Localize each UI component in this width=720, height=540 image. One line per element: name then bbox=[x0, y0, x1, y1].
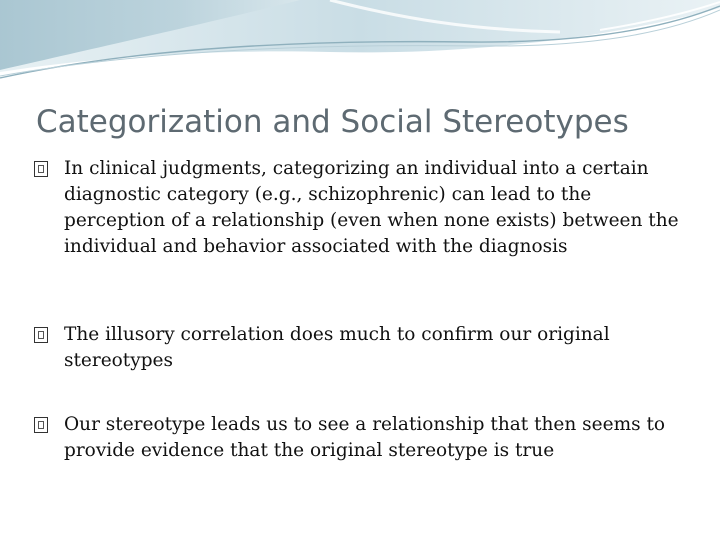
bullet-text: Our stereotype leads us to see a relationship that then seems to provide evidence that the original stereotype is true bbox=[64, 414, 666, 461]
header-wave-decoration bbox=[0, 0, 720, 90]
bullet-text: In clinical judgments, categorizing an individual into a certain diagnostic category (e.g., schizophrenic) can lead to the perception of a relationship (even when none exists) between the individual and behavior associated with the diagnosis bbox=[64, 158, 679, 257]
bullet-item bbox=[34, 156, 684, 260]
slide-title: Categorization and Social Stereotypes bbox=[36, 104, 629, 140]
missing-glyph-box-icon bbox=[34, 327, 48, 343]
bullet-item bbox=[34, 322, 684, 374]
missing-glyph-box-icon bbox=[34, 417, 48, 433]
missing-glyph-box-icon bbox=[34, 161, 48, 177]
bullet-text: The illusory correlation does much to confirm our original stereotypes bbox=[64, 324, 610, 371]
bullet-item bbox=[34, 412, 684, 464]
